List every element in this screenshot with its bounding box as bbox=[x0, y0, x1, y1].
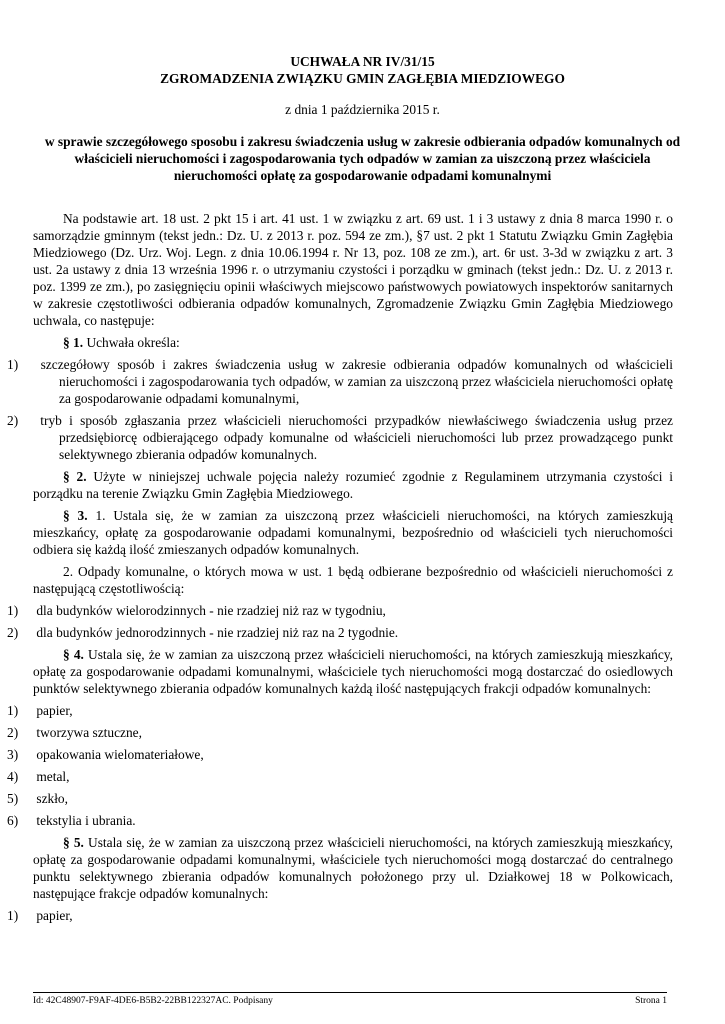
list-item: 4) metal, bbox=[7, 769, 70, 784]
preamble: Na podstawie art. 18 ust. 2 pkt 15 i art. 41 ust. 1 w związku z art. 69 ust. 1 i 3 ustawy z dnia 8 marca 1990 r. o samorządzie gminnym (tekst jedn.: Dz. U. z 2013 r. poz. 594 ze zm.), §7 ust. 2 pkt 1 Statutu Związku Gmin Zagłębia Miedziowego (Dz. Urz. Woj. Legn. z dnia 10.06.1994 r. Nr 13, poz. 108 ze zm.), art. 6r ust. 3-3d w związku z art. 3 ust. 2a ustawy z dnia 13 września 1996 r. o utrzymaniu czystości i porządku w gminach (tekst jedn.: Dz. U. z 2013 r. poz. 1399 ze zm.), po zasięgnięciu opinii właściwych miejscowo państwowych powiatowych inspektorów sanitarnych w zakresie częstotliwości odbierania odpadów komunalnych, Zgromadzenie Związku Gmin Zagłębia Miedziowego uchwala, co następuje: bbox=[33, 211, 673, 328]
section-5 bbox=[33, 834, 673, 902]
resolution-date: z dnia 1 października 2015 r. bbox=[285, 102, 440, 117]
resolution-number: UCHWAŁA NR IV/31/15 bbox=[290, 54, 435, 69]
footer-divider bbox=[33, 992, 667, 993]
list-item: 6) tekstylia i ubrania. bbox=[7, 813, 136, 828]
resolution-body bbox=[7, 210, 674, 929]
section-4-label: § 4. bbox=[63, 647, 84, 662]
list-item-text: dla budynków jednorodzinnych - nie rzadziej niż raz na 2 tygodnie. bbox=[36, 625, 399, 640]
list-item-text: tryb i sposób zgłaszania przez właścicieli nieruchomości przypadków niewłaściwego świadczenia usług przez przedsiębiorcę odbierającego odpady komunalne od właścicieli nieruchomości lub przez prowadzącego punkt selektywnego zbierania odpadów komunalnych. bbox=[40, 413, 673, 462]
section-4-text: Ustala się, że w zamian za uiszczoną przez właścicieli nieruchomości, na których zamieszkują mieszkańcy, opłatę za gospodarowanie odpadami komunalnymi, właściciele tych nieruchomości mogą dostarczać do osiedlowych punktów selektywnego zbierania odpadów komunalnych każdą ilość następujących frakcji odpadów komunalnych: bbox=[33, 647, 673, 696]
list-item: 1) papier, bbox=[7, 703, 73, 718]
list-item: 1) papier, bbox=[7, 908, 73, 923]
list-item: 2) tryb i sposób zgłaszania przez właścicieli nieruchomości przypadków niewłaściwego świadczenia usług przez przedsiębiorcę odbierającego odpady komunalne od właścicieli nieruchomości lub przez prowadzącego punkt selektywnego zbierania odpadów komunalnych. bbox=[7, 413, 673, 462]
list-item: 2) tworzywa sztuczne, bbox=[7, 725, 142, 740]
section-2-label: § 2. bbox=[63, 469, 87, 484]
list-item-text: dla budynków wielorodzinnych - nie rzadziej niż raz w tygodniu, bbox=[36, 603, 386, 618]
list-item: 3) opakowania wielomateriałowe, bbox=[7, 747, 204, 762]
section-5-text: Ustala się, że w zamian za uiszczoną przez właścicieli nieruchomości, na których zamieszkują mieszkańcy, opłatę za gospodarowanie odpadami komunalnymi, właściciele tych nieruchomości mogą dostarczać do centralnego punktu selektywnego zbierania odpadów komunalnych położonego przy ul. Działkowej 18 w Polkowicach, następujące frakcje odpadów komunalnych: bbox=[33, 835, 673, 901]
page-number: Strona 1 bbox=[635, 996, 667, 1006]
list-item-text: papier, bbox=[36, 703, 73, 718]
resolution-subject: w sprawie szczegółowego sposobu i zakresu świadczenia usług w zakresie odbierania odpadów komunalnych od właścicieli nieruchomości i zagospodarowania tych odpadów w zamian za uiszczoną przez właściciela nieruchomości opłatę za gospodarowanie odpadami komunalnymi bbox=[44, 134, 681, 183]
section-2-text: Użyte w niniejszej uchwale pojęcia należy rozumieć zgodnie z Regulaminem utrzymania czystości i porządku na terenie Związku Gmin Zagłębia Miedziowego. bbox=[33, 469, 674, 501]
list-item: 5) szkło, bbox=[7, 791, 68, 806]
list-item-text: papier, bbox=[36, 908, 73, 923]
section-3-paragraph-2: 2. Odpady komunalne, o których mowa w ust. 1 będą odbierane bezpośrednio od właścicieli nieruchomości z następującą częstotliwością: bbox=[33, 564, 673, 596]
section-5-label: § 5. bbox=[63, 835, 84, 850]
list-item: 1) szczegółowy sposób i zakres świadczenia usług w zakresie odbierania odpadów komunalnych od właścicieli nieruchomości i zagospodarowania tych odpadów, w zamian za uiszczoną przez właściciela nieruchomości opłatę za gospodarowanie odpadami komunalnymi, bbox=[7, 357, 673, 406]
section-1-text: Uchwała określa: bbox=[83, 335, 180, 350]
document-id: Id: 42C48907-F9AF-4DE6-B5B2-22BB122327AC. Podpisany bbox=[33, 996, 273, 1006]
section-1-label: § 1. bbox=[63, 335, 84, 350]
section-2 bbox=[33, 468, 673, 502]
list-item: 1) dla budynków wielorodzinnych - nie rzadziej niż raz w tygodniu, bbox=[7, 603, 386, 618]
list-item-text: szczegółowy sposób i zakres świadczenia usług w zakresie odbierania odpadów komunalnych od właścicieli nieruchomości i zagospodarowania tych odpadów, w zamian za uiszczoną przez właściciela nieruchomości opłatę za gospodarowanie odpadami komunalnymi, bbox=[40, 357, 673, 406]
section-3-label: § 3. bbox=[63, 508, 88, 523]
list-item-text: metal, bbox=[36, 769, 70, 784]
section-4 bbox=[33, 646, 673, 697]
list-item: 2) dla budynków jednorodzinnych - nie rzadziej niż raz na 2 tygodnie. bbox=[7, 625, 399, 640]
list-item-text: tekstylia i ubrania. bbox=[36, 813, 136, 828]
section-3-text: 1. Ustala się, że w zamian za uiszczoną przez właścicieli nieruchomości, na których zamieszkują mieszkańcy, opłatę za gospodarowanie odpadami komunalnymi, bezpośrednio od właścicieli tych nieruchomości odbiera się każdą ilość zmieszanych odpadów komunalnych. bbox=[33, 508, 673, 557]
list-item-text: opakowania wielomateriałowe, bbox=[36, 747, 204, 762]
list-item-text: tworzywa sztuczne, bbox=[36, 725, 142, 740]
section-1 bbox=[33, 334, 673, 351]
issuing-body: ZGROMADZENIA ZWIĄZKU GMIN ZAGŁĘBIA MIEDZIOWEGO bbox=[160, 71, 565, 86]
section-3 bbox=[33, 507, 673, 558]
list-item-text: szkło, bbox=[36, 791, 68, 806]
